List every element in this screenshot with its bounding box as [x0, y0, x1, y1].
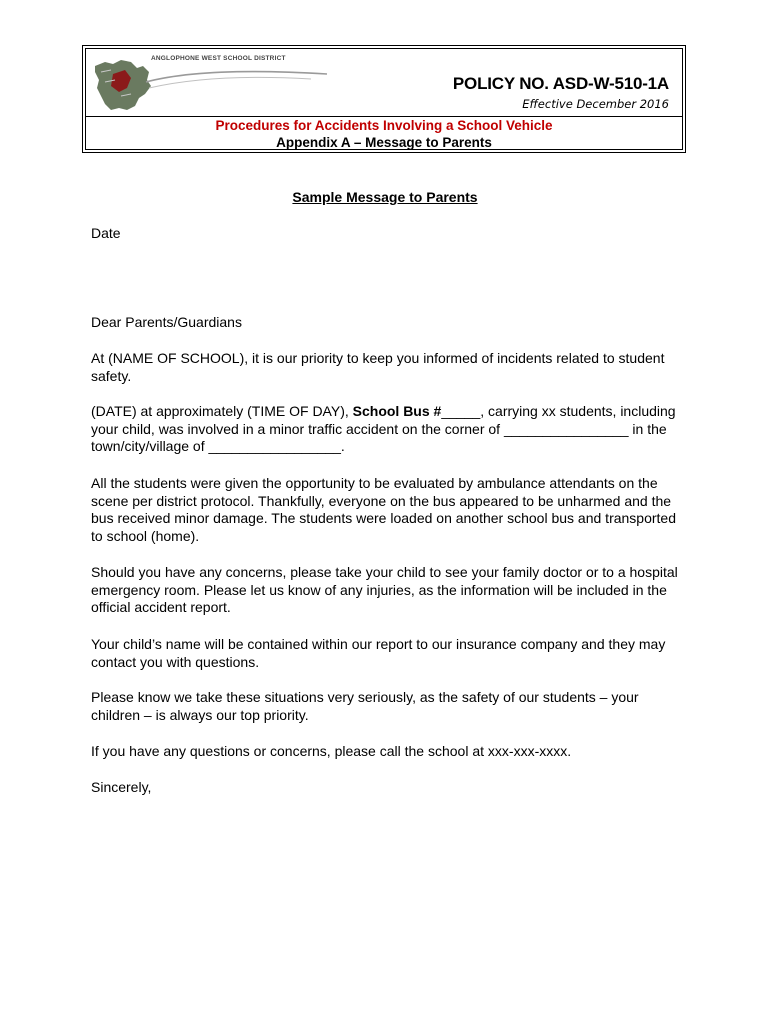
- paragraph-5: Your child’s name will be contained within our report to our insurance company and they may contact you with questions.: [91, 636, 666, 670]
- closing: Sincerely,: [91, 779, 152, 795]
- appendix-title: Appendix A – Message to Parents: [276, 135, 492, 150]
- policy-number: POLICY NO. ASD-W-510-1A: [452, 74, 669, 93]
- school-bus-label: School Bus #: [352, 403, 442, 419]
- salutation: Dear Parents/Guardians: [91, 314, 242, 330]
- paragraph-3: All the students were given the opportunity to be evaluated by ambulance attendants on the scene per district protocol. Thankfully, everyone on the bus appeared to be unharmed and the bus received minor damage. The students were loaded on another school bus and transported to school (home).: [91, 475, 676, 544]
- procedure-title: Procedures for Accidents Involving a School Vehicle: [215, 118, 553, 133]
- paragraph-2-end: _____, carrying xx students, including your child, was involved in a minor traffic accident on the corner of ________________ in the town/city/village of _________________.: [91, 403, 676, 454]
- paragraph-2-start: (DATE) at approximately (TIME OF DAY),: [91, 403, 353, 419]
- header-divider: [86, 116, 682, 117]
- paragraph-1: At (NAME OF SCHOOL), it is our priority to keep you informed of incidents related to student safety.: [91, 350, 665, 384]
- district-name: ANGLOPHONE WEST SCHOOL DISTRICT: [151, 55, 286, 62]
- effective-date: Effective December 2016: [522, 97, 669, 111]
- paragraph-2: [91, 403, 691, 456]
- logo-swoosh-2: [149, 77, 311, 88]
- paragraph-4: Should you have any concerns, please take your child to see your family doctor or to a hospital emergency room. Please let us know of any injuries, as the information will be included in the official accident report.: [91, 564, 678, 615]
- paragraph-6: Please know we take these situations very seriously, as the safety of our students – your children – is always our top priority.: [91, 689, 639, 723]
- logo-swoosh: [146, 72, 327, 82]
- policy-header: [82, 45, 686, 153]
- sample-message-title: Sample Message to Parents: [292, 189, 478, 205]
- paragraph-7: If you have any questions or concerns, please call the school at xxx-xxx-xxxx.: [91, 743, 572, 759]
- date-line: Date: [91, 225, 121, 241]
